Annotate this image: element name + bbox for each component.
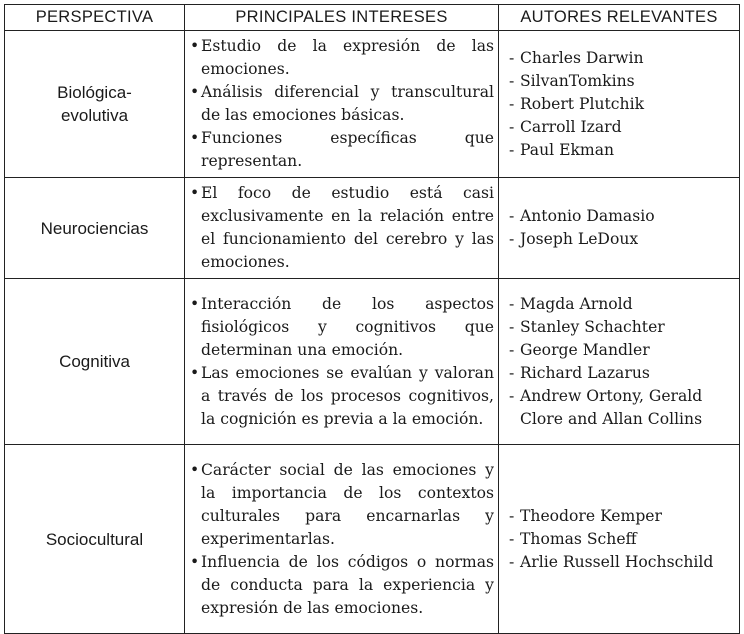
author-item: - Carroll Izard [509, 116, 735, 139]
author-item: - Thomas Scheff [509, 528, 735, 551]
perspective-label: Sociocultural [45, 529, 144, 549]
table-row [5, 279, 740, 445]
header-perspectiva: PERSPECTIVA [5, 5, 185, 31]
interests-list [190, 35, 494, 173]
table-row [5, 178, 740, 279]
author-item: - Stanley Schachter [509, 316, 735, 339]
author-item: - Charles Darwin [509, 47, 735, 70]
author-item: - Theodore Kemper [509, 505, 735, 528]
perspective-label: evolutiva [60, 106, 129, 125]
perspective-cell [5, 279, 185, 445]
author-item: - Joseph LeDoux [509, 228, 735, 251]
interest-item: • Interacción de los aspectos fisiológicos y cognitivos que determinan una emoción. [190, 293, 494, 362]
interests-cell [185, 279, 499, 445]
perspective-cell [5, 445, 185, 634]
author-item: - Magda Arnold [509, 293, 735, 316]
author-item: - Paul Ekman [509, 139, 735, 162]
authors-list [509, 47, 735, 162]
interest-item: • Estudio de la expresión de las emociones. [190, 35, 494, 81]
perspective-cell [5, 178, 185, 279]
authors-list [509, 205, 735, 251]
interest-item: • Carácter social de las emociones y la importancia de los contextos culturales para encarnarlas y experimentarlas. [190, 459, 494, 551]
authors-cell [499, 178, 740, 279]
authors-list [509, 293, 735, 431]
authors-cell [499, 279, 740, 445]
interest-item: • Análisis diferencial y transcultural de las emociones básicas. [190, 81, 494, 127]
interests-list [190, 182, 494, 274]
authors-cell [499, 31, 740, 178]
authors-list [509, 505, 735, 574]
perspective-label: Biológica- [57, 83, 132, 102]
author-item: - George Mandler [509, 339, 735, 362]
interests-cell [185, 178, 499, 279]
author-item: - Andrew Ortony, Gerald Clore and Allan Collins [509, 385, 735, 431]
interests-list [190, 293, 494, 431]
interest-item: • El foco de estudio está casi exclusivamente en la relación entre el funcionamiento del cerebro y las emociones. [190, 182, 494, 274]
authors-cell [499, 445, 740, 634]
author-item: - Antonio Damasio [509, 205, 735, 228]
interests-cell [185, 445, 499, 634]
table-row [5, 445, 740, 634]
perspectives-table [4, 4, 740, 634]
perspective-label: Neurociencias [40, 218, 149, 238]
interests-cell [185, 31, 499, 178]
interests-list [190, 459, 494, 620]
interest-item: • Las emociones se evalúan y valoran a través de los procesos cognitivos, la cognición es previa a la emoción. [190, 362, 494, 431]
interest-item: • Influencia de los códigos o normas de conducta para la experiencia y expresión de las emociones. [190, 551, 494, 620]
perspective-label: Cognitiva [59, 352, 130, 371]
interest-item: • Funciones específicas que representan. [190, 127, 494, 173]
author-item: - SilvanTomkins [509, 70, 735, 93]
header-autores: AUTORES RELEVANTES [499, 5, 740, 31]
author-item: - Arlie Russell Hochschild [509, 551, 735, 574]
perspective-cell [5, 31, 185, 178]
table-row [5, 31, 740, 178]
author-item: - Robert Plutchik [509, 93, 735, 116]
header-row [5, 5, 740, 31]
author-item: - Richard Lazarus [509, 362, 735, 385]
header-intereses: PRINCIPALES INTERESES [185, 5, 499, 31]
